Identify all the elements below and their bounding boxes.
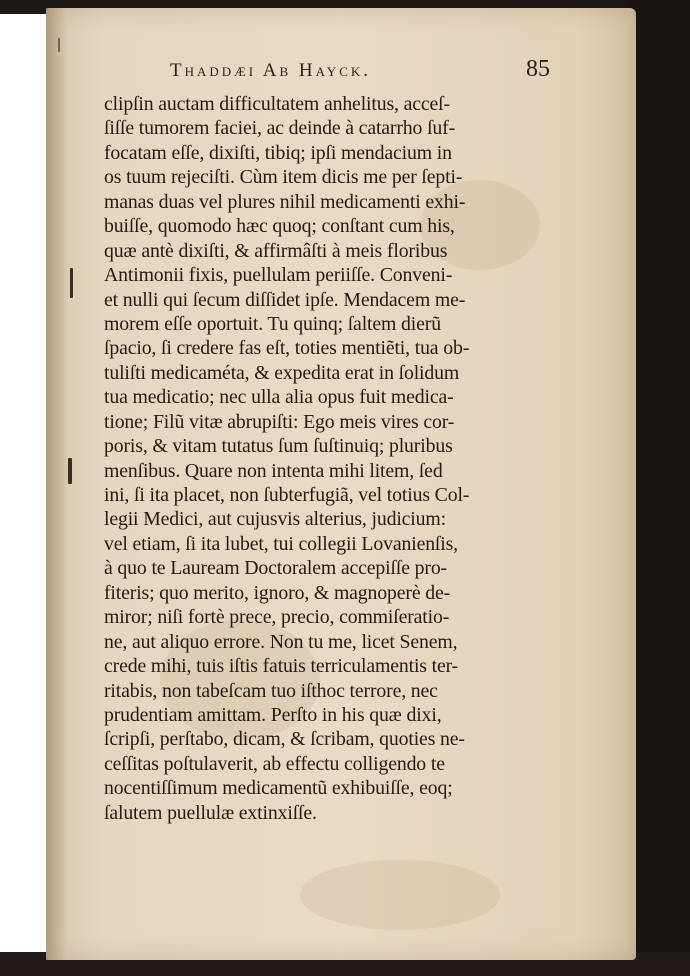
- text-line: fiteris; quo merito, ignoro, & magnoperè de-: [104, 581, 451, 604]
- text-line: quæ antè dixiſti, & affirmâſti à meis floribus: [104, 239, 448, 262]
- text-line: tione; Filũ vitæ abrupiſti: Ego meis vires cor-: [104, 410, 455, 433]
- text-line: ſiſſe tumorem faciei, ac deinde à catarrho ſuf-: [104, 117, 456, 140]
- margin-mark: [70, 268, 73, 298]
- text-line: ſcripſi, perſtabo, dicam, & ſcribam, quoties ne-: [104, 728, 465, 751]
- text-line: crede mihi, tuis iſtis fatuis terriculamentis ter-: [104, 655, 459, 678]
- page-number: 85: [526, 56, 550, 82]
- text-line: manas duas vel plures nihil medicamenti exhi-: [104, 190, 466, 213]
- page-header: [170, 56, 550, 86]
- paper-stain: [300, 860, 500, 930]
- text-line: ſalutem puellulæ extinxiſſe.: [104, 801, 317, 824]
- running-head: Thaddæi Ab Hayck.: [170, 60, 372, 81]
- text-line: buiſſe, quomodo hæc quoq; conſtant cum his,: [104, 215, 455, 238]
- text-line: ceſſitas poſtulaverit, ab effectu colligendo te: [104, 752, 445, 775]
- page-gutter: [46, 8, 68, 960]
- text-line: vel etiam, ſi ita lubet, tui collegii Lovanienſis,: [104, 532, 458, 555]
- text-line: ne, aut aliquo errore. Non tu me, licet Senem,: [104, 630, 458, 653]
- text-line: clipſin auctam difficultatem anhelitus, acceſ-: [104, 93, 450, 115]
- text-line: nocentiſſimum medicamentũ exhibuiſſe, eoq;: [104, 777, 453, 800]
- text-line: ini, ſi ita placet, non ſubterfugiã, vel totius Col-: [104, 484, 470, 506]
- margin-mark: [68, 458, 72, 484]
- text-line: legii Medici, aut cujusvis alterius, judicium:: [104, 508, 446, 531]
- text-line: focatam eſſe, dixiſti, tibiq; ipſi mendacium in: [104, 141, 452, 164]
- text-line: et nulli qui ſecum diſſidet ipſe. Mendacem me-: [104, 288, 466, 311]
- text-line: tua medicatio; nec ulla alia opus fuit medica-: [104, 386, 454, 409]
- scan-right-border: [628, 0, 690, 976]
- text-line: prudentiam amittam. Perſto in his quæ dixi,: [104, 703, 442, 726]
- text-line: à quo te Lauream Doctoralem accepiſſe pro-: [104, 557, 447, 580]
- text-line: miror; niſi fortè prece, precio, commiſeratio-: [104, 606, 450, 629]
- text-line: os tuum rejeciſti. Cùm item dicis me per ſepti-: [104, 166, 463, 189]
- margin-mark: [58, 38, 60, 52]
- text-line: poris, & vitam tutatus ſum ſuſtinuiq; pluribus: [104, 435, 453, 458]
- text-line: ritabis, non tabeſcam tuo iſthoc terrore, nec: [104, 679, 438, 702]
- text-line: ſpacio, ſi credere fas eſt, toties mentiẽti, tua ob-: [104, 337, 470, 360]
- text-line: morem eſſe oportuit. Tu quinq; ſaltem dierũ: [104, 312, 441, 335]
- text-line: menſibus. Quare non intenta mihi litem, ſed: [104, 459, 443, 482]
- body-text: [104, 92, 524, 825]
- text-line: tuliſti medicaméta, & expedita erat in ſolidum: [104, 361, 460, 384]
- text-line: Antimonii fixis, puellulam periiſſe. Conveni-: [104, 264, 453, 287]
